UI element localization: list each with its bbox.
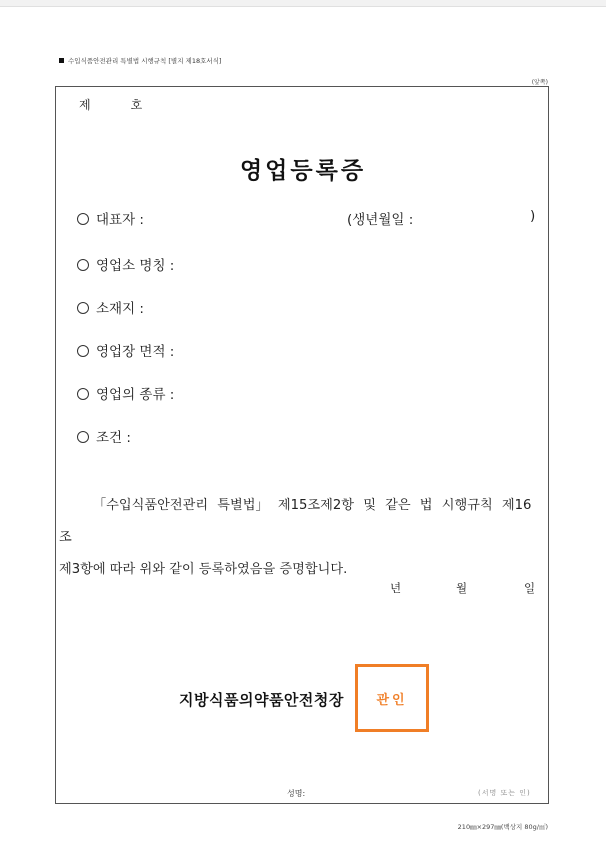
field-business-name: [77, 254, 174, 274]
field-label: 영업의 종류 :: [96, 387, 175, 403]
circle-bullet-icon: [77, 388, 89, 400]
document-number: [79, 96, 142, 113]
page-side-note: (앞쪽): [531, 79, 548, 86]
official-seal-text: 관인: [376, 692, 408, 708]
field-conditions: [77, 426, 131, 446]
field-label: 조건 :: [96, 430, 131, 446]
form-header-note: [59, 56, 221, 65]
circle-bullet-icon: [77, 213, 89, 225]
header-note-text: 수입식품안전관리 특별법 시행규칙 [별지 제18호서식]: [68, 57, 222, 65]
circle-bullet-icon: [77, 431, 89, 443]
official-seal-box: [355, 664, 429, 732]
signature-hint: (서명 또는 인): [478, 789, 531, 797]
signature-label: 성명:: [287, 789, 306, 798]
doc-number-je: 제: [79, 98, 91, 112]
birthdate-close: ): [530, 208, 536, 224]
viewer-top-strip: [0, 0, 606, 7]
circle-bullet-icon: [77, 345, 89, 357]
field-label: 대표자 :: [96, 212, 144, 228]
date-month: 월: [456, 581, 468, 595]
field-representative: [77, 208, 144, 228]
circle-bullet-icon: [77, 259, 89, 271]
field-area: [77, 340, 174, 360]
statement-line-1: 「수입식품안전관리 특별법」 제15조제2항 및 같은 법 시행규칙 제16조: [59, 498, 532, 545]
field-address: [77, 297, 144, 317]
field-label: 소재지 :: [96, 301, 144, 317]
issuing-authority: 지방식품의약품안전청장: [179, 691, 344, 709]
circle-bullet-icon: [77, 302, 89, 314]
birthdate-label: (생년월일 :: [347, 212, 414, 228]
field-label: 영업소 명칭 :: [96, 258, 175, 274]
certification-statement: [59, 490, 543, 586]
doc-number-ho: 호: [130, 98, 143, 112]
page-title: 영업등록증: [239, 158, 367, 184]
date-year: 년: [390, 581, 402, 595]
paper-spec: 210㎜×297㎜(백상지 80g/㎡): [457, 823, 548, 831]
statement-line-2: 제3항에 따라 위와 같이 등록하였음을 증명합니다.: [59, 562, 348, 577]
field-business-type: [77, 383, 174, 403]
date-day: 일: [524, 581, 536, 595]
field-label: 영업장 면적 :: [96, 344, 175, 360]
black-square-icon: [59, 58, 64, 63]
